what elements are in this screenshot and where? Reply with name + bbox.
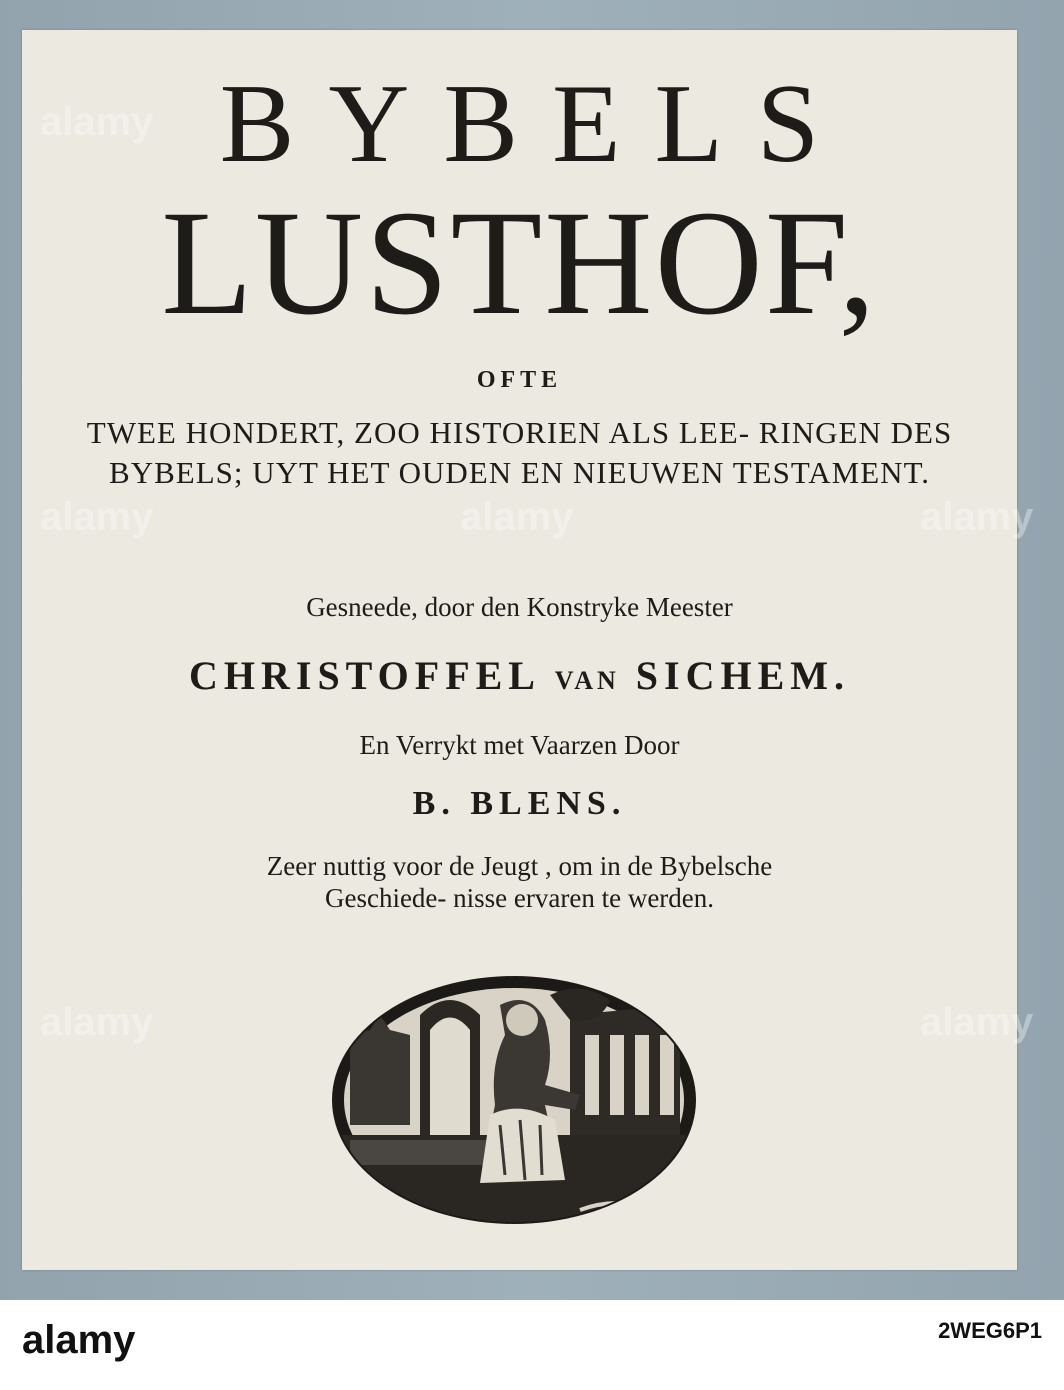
purpose-text: [22, 850, 1017, 914]
verses-credit: En Verrykt met Vaarzen Door: [359, 730, 680, 760]
engraver-credit: Gesneede, door den Konstryke Meester: [306, 592, 733, 622]
title-line-2: LUSTHOF,: [161, 180, 878, 346]
stock-logo: alamy: [22, 1318, 136, 1362]
artist-last-name: SICHEM.: [635, 653, 851, 698]
title-line-1: BYBELS: [219, 62, 854, 186]
stock-banner: [0, 1300, 1064, 1390]
artist-first-name: CHRISTOFFEL: [188, 653, 539, 698]
watermark-text: alamy: [40, 495, 154, 539]
conjunction-text: OFTE: [476, 367, 563, 393]
title-page: [22, 30, 1017, 1270]
subtitle-text: [22, 413, 1017, 493]
watermark-text: alamy: [460, 495, 574, 539]
subtitle-content: TWEE HONDERT, ZOO HISTORIEN ALS LEE- RINGEN DES BYBELS; UYT HET OUDEN EN NIEUWEN TESTAMENT.: [86, 415, 953, 490]
woodcut-vignette-image: [330, 975, 698, 1225]
artist-particle: VAN: [554, 666, 620, 695]
artist-name: [22, 652, 1017, 699]
watermark-text: alamy: [920, 1000, 1034, 1044]
author-name: B. BLENS.: [412, 785, 627, 822]
stock-image-id: 2WEG6P1: [938, 1318, 1042, 1343]
purpose-content: Zeer nuttig voor de Jeugt , om in de Bybelsche Geschiede- nisse ervaren te werden.: [266, 851, 773, 913]
watermark-text: alamy: [40, 100, 154, 144]
watermark-text: alamy: [40, 1000, 154, 1044]
watermark-text: alamy: [920, 495, 1034, 539]
